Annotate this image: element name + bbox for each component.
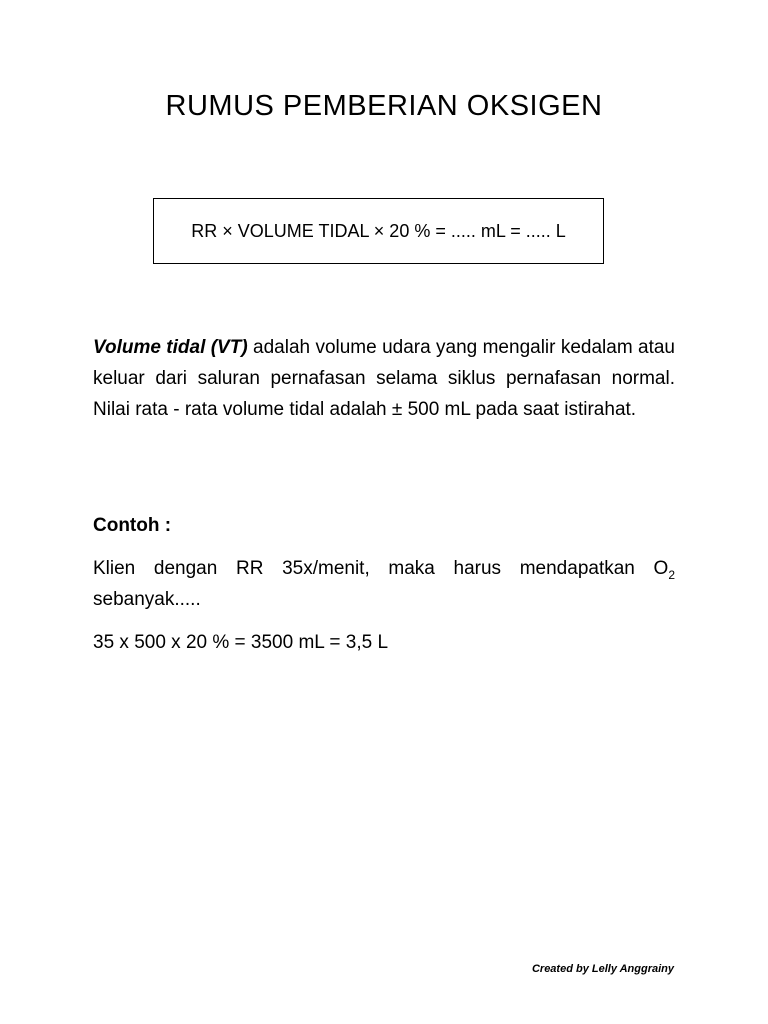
example-problem xyxy=(93,553,675,615)
page-title: RUMUS PEMBERIAN OKSIGEN xyxy=(165,90,603,122)
author-credit: Created by Lelly Anggrainy xyxy=(531,963,674,975)
example-heading: Contoh : xyxy=(93,515,172,536)
definition-term: Volume tidal (VT) xyxy=(93,337,248,358)
example-calculation: 35 x 500 x 20 % = 3500 mL = 3,5 L xyxy=(93,632,389,653)
formula-box xyxy=(153,198,604,264)
oxygen-subscript: 2 xyxy=(668,567,675,582)
example-problem-text: Klien dengan RR 35x/menit, maka harus mendapatkan O xyxy=(93,558,669,579)
definition-paragraph xyxy=(93,332,675,425)
example-problem-suffix: sebanyak..... xyxy=(93,589,201,610)
formula-text: RR × VOLUME TIDAL × 20 % = ..... mL = ..... L xyxy=(191,220,566,241)
definition-text: adalah volume udara yang mengalir kedalam atau keluar dari saluran pernafasan selama siklus pernafasan normal. Nilai rata - rata volume tidal adalah ± 500 mL pada saat istirahat. xyxy=(93,337,675,420)
